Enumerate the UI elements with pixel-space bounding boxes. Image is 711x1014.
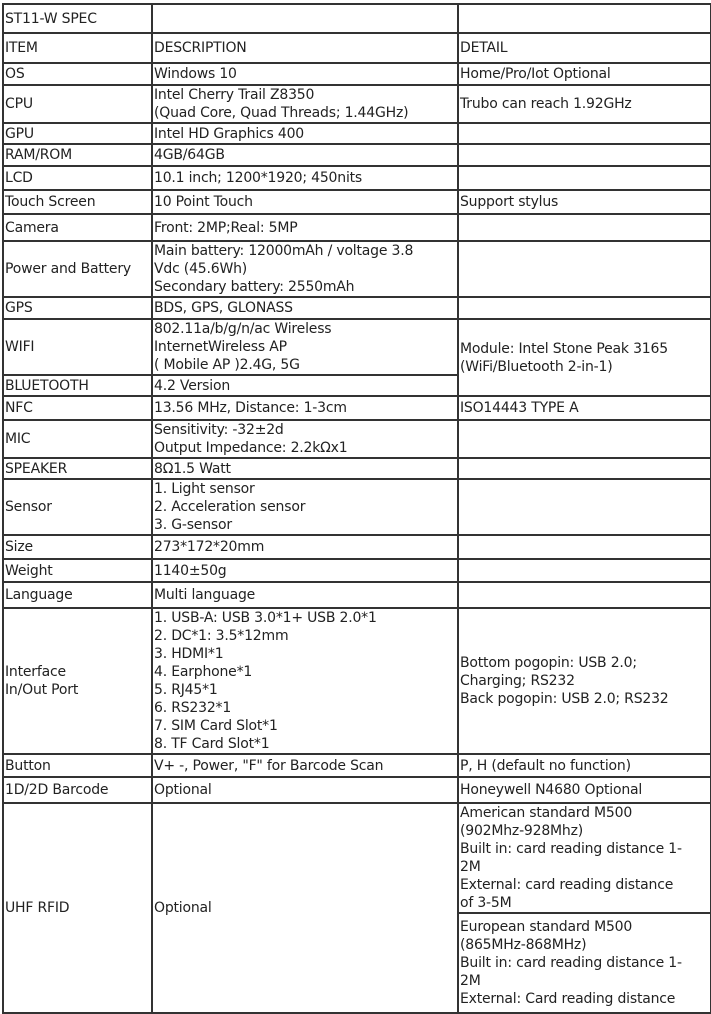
detail-cell <box>458 123 711 144</box>
header-item: ITEM <box>3 33 152 63</box>
item-cell: Size <box>3 535 152 559</box>
item-cell: Weight <box>3 559 152 582</box>
detail-cell <box>458 420 711 458</box>
description-cell: Main battery: 12000mAh / voltage 3.8 Vdc (45.6Wh) Secondary battery: 2550mAh <box>152 241 458 297</box>
table-row <box>3 241 711 297</box>
description-cell: 1. USB-A: USB 3.0*1+ USB 2.0*1 2. DC*1: 3.5*12mm 3. HDMI*1 4. Earphone*1 5. RJ45*1 6. RS232*1 7. SIM Card Slot*1 8. TF Card Slot*1 <box>152 608 458 754</box>
detail-cell: Home/Pro/Iot Optional <box>458 63 711 85</box>
detail-cell <box>458 535 711 559</box>
detail-cell: Honeywell N4680 Optional <box>458 777 711 803</box>
table-row <box>3 608 711 754</box>
description-cell: Intel HD Graphics 400 <box>152 123 458 144</box>
description-cell: 802.11a/b/g/n/ac Wireless InternetWireless AP ( Mobile AP )2.4G, 5G <box>152 319 458 375</box>
description-cell: Front: 2MP;Real: 5MP <box>152 214 458 241</box>
table-row <box>3 166 711 190</box>
table-row <box>3 458 711 479</box>
table-row <box>3 85 711 123</box>
detail-cell: P, H (default no function) <box>458 754 711 777</box>
item-cell: Touch Screen <box>3 190 152 214</box>
spec-title: ST11-W SPEC <box>3 4 152 33</box>
detail-cell: ISO14443 TYPE A <box>458 396 711 420</box>
description-cell: 10 Point Touch <box>152 190 458 214</box>
table-row <box>3 297 711 319</box>
table-row <box>3 319 711 375</box>
detail-cell <box>458 458 711 479</box>
description-cell: Sensitivity: -32±2d Output Impedance: 2.2kΩx1 <box>152 420 458 458</box>
description-cell: Windows 10 <box>152 63 458 85</box>
title-row <box>3 4 711 33</box>
item-cell: NFC <box>3 396 152 420</box>
detail-cell <box>458 297 711 319</box>
detail-cell <box>458 241 711 297</box>
detail-cell <box>458 479 711 535</box>
header-detail: DETAIL <box>458 33 711 63</box>
description-cell: Intel Cherry Trail Z8350 (Quad Core, Quad Threads; 1.44GHz) <box>152 85 458 123</box>
detail-cell: Trubo can reach 1.92GHz <box>458 85 711 123</box>
table-row <box>3 582 711 608</box>
item-cell: Interface In/Out Port <box>3 608 152 754</box>
description-cell: 1140±50g <box>152 559 458 582</box>
table-row <box>3 144 711 166</box>
item-cell: UHF RFID <box>3 803 152 1013</box>
item-cell: BLUETOOTH <box>3 375 152 396</box>
description-cell: BDS, GPS, GLONASS <box>152 297 458 319</box>
detail-cell: European standard M500 (865MHz-868MHz) Built in: card reading distance 1- 2M External: Card reading distance <box>458 913 711 1013</box>
table-row <box>3 420 711 458</box>
table-row <box>3 479 711 535</box>
table-row <box>3 396 711 420</box>
item-cell: SPEAKER <box>3 458 152 479</box>
description-cell: V+ -, Power, "F" for Barcode Scan <box>152 754 458 777</box>
item-cell: Camera <box>3 214 152 241</box>
table-row <box>3 190 711 214</box>
detail-cell: Bottom pogopin: USB 2.0; Charging; RS232 Back pogopin: USB 2.0; RS232 <box>458 608 711 754</box>
item-cell: WIFI <box>3 319 152 375</box>
description-cell: Optional <box>152 777 458 803</box>
description-cell: Multi language <box>152 582 458 608</box>
spec-table <box>2 3 711 1014</box>
item-cell: GPU <box>3 123 152 144</box>
table-row <box>3 559 711 582</box>
description-cell: 10.1 inch; 1200*1920; 450nits <box>152 166 458 190</box>
item-cell: Sensor <box>3 479 152 535</box>
detail-cell: Module: Intel Stone Peak 3165 (WiFi/Bluetooth 2-in-1) <box>458 319 711 396</box>
item-cell: MIC <box>3 420 152 458</box>
item-cell: 1D/2D Barcode <box>3 777 152 803</box>
item-cell: RAM/ROM <box>3 144 152 166</box>
description-cell: 273*172*20mm <box>152 535 458 559</box>
table-row <box>3 777 711 803</box>
table-row <box>3 535 711 559</box>
table-row <box>3 754 711 777</box>
item-cell: GPS <box>3 297 152 319</box>
detail-cell: Support stylus <box>458 190 711 214</box>
item-cell: Language <box>3 582 152 608</box>
header-description: DESCRIPTION <box>152 33 458 63</box>
detail-cell <box>458 559 711 582</box>
header-row <box>3 33 711 63</box>
detail-cell <box>458 166 711 190</box>
table-row <box>3 63 711 85</box>
detail-cell <box>458 582 711 608</box>
table-row <box>3 214 711 241</box>
item-cell: CPU <box>3 85 152 123</box>
empty-cell <box>458 4 711 33</box>
description-cell: 4.2 Version <box>152 375 458 396</box>
empty-cell <box>152 4 458 33</box>
item-cell: Button <box>3 754 152 777</box>
description-cell: 8Ω1.5 Watt <box>152 458 458 479</box>
description-cell: 4GB/64GB <box>152 144 458 166</box>
detail-cell <box>458 144 711 166</box>
detail-cell: American standard M500 (902Mhz-928Mhz) Built in: card reading distance 1- 2M External: card reading distance of 3-5M <box>458 803 711 913</box>
description-cell: 1. Light sensor 2. Acceleration sensor 3. G-sensor <box>152 479 458 535</box>
item-cell: Power and Battery <box>3 241 152 297</box>
description-cell: 13.56 MHz, Distance: 1-3cm <box>152 396 458 420</box>
item-cell: OS <box>3 63 152 85</box>
detail-cell <box>458 214 711 241</box>
table-row <box>3 123 711 144</box>
table-row <box>3 803 711 913</box>
description-cell: Optional <box>152 803 458 1013</box>
item-cell: LCD <box>3 166 152 190</box>
